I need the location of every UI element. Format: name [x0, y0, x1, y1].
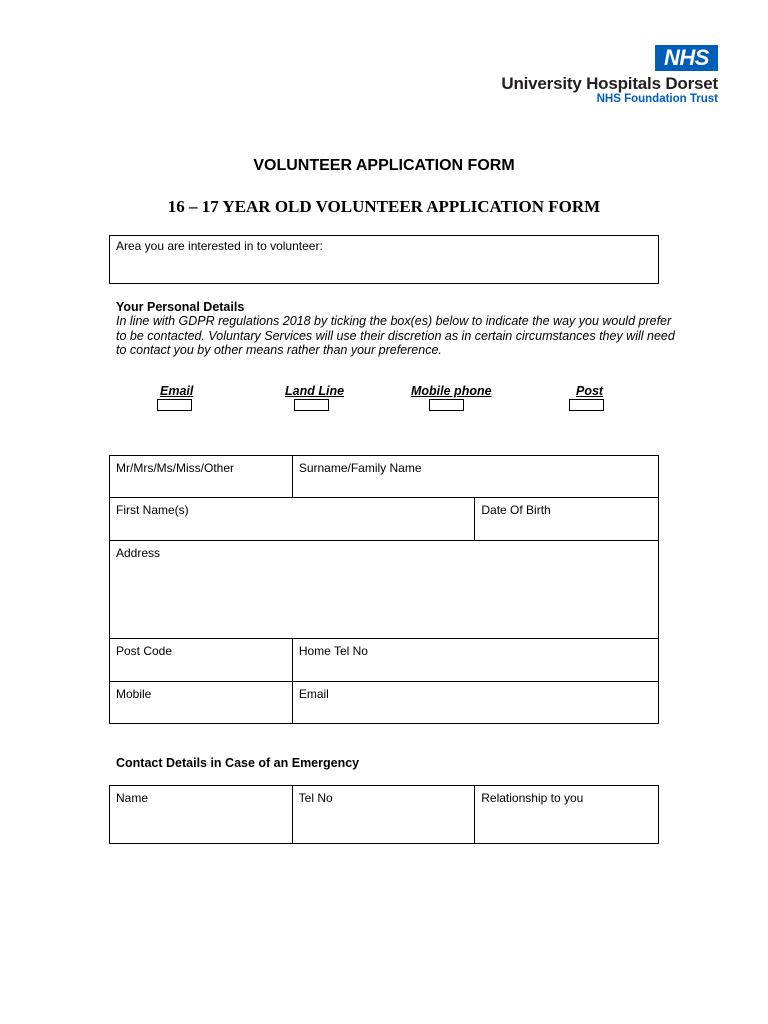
area-interest-label: Area you are interested in to volunteer: [116, 239, 323, 253]
emergency-relationship-label: Relationship to you [481, 791, 584, 805]
pref-mobile-checkbox[interactable] [429, 399, 464, 411]
pref-email-checkbox[interactable] [157, 399, 192, 411]
pref-mobile-label: Mobile phone [411, 384, 492, 398]
first-name-cell[interactable] [110, 498, 475, 541]
email-label: Email [298, 687, 329, 701]
mobile-cell[interactable] [110, 682, 293, 724]
pref-post-checkbox[interactable] [569, 399, 604, 411]
pref-post-label: Post [576, 384, 604, 398]
home-tel-cell[interactable] [292, 639, 658, 682]
dob-label: Date Of Birth [481, 503, 551, 517]
gdpr-notice: In line with GDPR regulations 2018 by ticking the box(es) below to indicate the way you would prefer to be contacted. Voluntary Services will use their discretion as in certain circumstances they will need to contact you by other means rather than your preference. [116, 314, 675, 357]
emergency-name-label: Name [116, 791, 149, 805]
surname-cell[interactable] [292, 456, 658, 498]
address-label: Address [116, 546, 161, 560]
emergency-name-cell[interactable] [110, 786, 293, 844]
first-name-label: First Name(s) [116, 503, 189, 517]
emergency-relationship-cell[interactable] [475, 786, 659, 844]
mobile-label: Mobile [116, 687, 152, 701]
dob-cell[interactable] [475, 498, 659, 541]
pref-landline-label: Land Line [285, 384, 345, 398]
personal-details-heading: Your Personal Details [116, 300, 245, 314]
title-cell[interactable] [110, 456, 293, 498]
personal-details-table [109, 455, 659, 724]
nhs-logo: NHS [655, 45, 718, 71]
surname-label: Surname/Family Name [298, 461, 422, 475]
title-label: Mr/Mrs/Ms/Miss/Other [116, 461, 234, 475]
organisation-subtitle: NHS Foundation Trust [596, 93, 718, 105]
organisation-name: University Hospitals Dorset [501, 74, 718, 93]
address-cell[interactable] [110, 541, 659, 639]
emergency-tel-cell[interactable] [292, 786, 475, 844]
emergency-heading: Contact Details in Case of an Emergency [116, 756, 360, 770]
form-title: VOLUNTEER APPLICATION FORM [253, 157, 515, 174]
email-cell[interactable] [292, 682, 658, 724]
area-interest-field[interactable] [109, 235, 659, 284]
pref-landline-checkbox[interactable] [294, 399, 329, 411]
postcode-cell[interactable] [110, 639, 293, 682]
emergency-contact-table [109, 785, 659, 844]
postcode-label: Post Code [116, 644, 173, 658]
emergency-tel-label: Tel No [298, 791, 333, 805]
form-subtitle: 16 – 17 YEAR OLD VOLUNTEER APPLICATION FORM [167, 197, 601, 216]
pref-email-label: Email [160, 384, 194, 398]
home-tel-label: Home Tel No [298, 644, 368, 658]
